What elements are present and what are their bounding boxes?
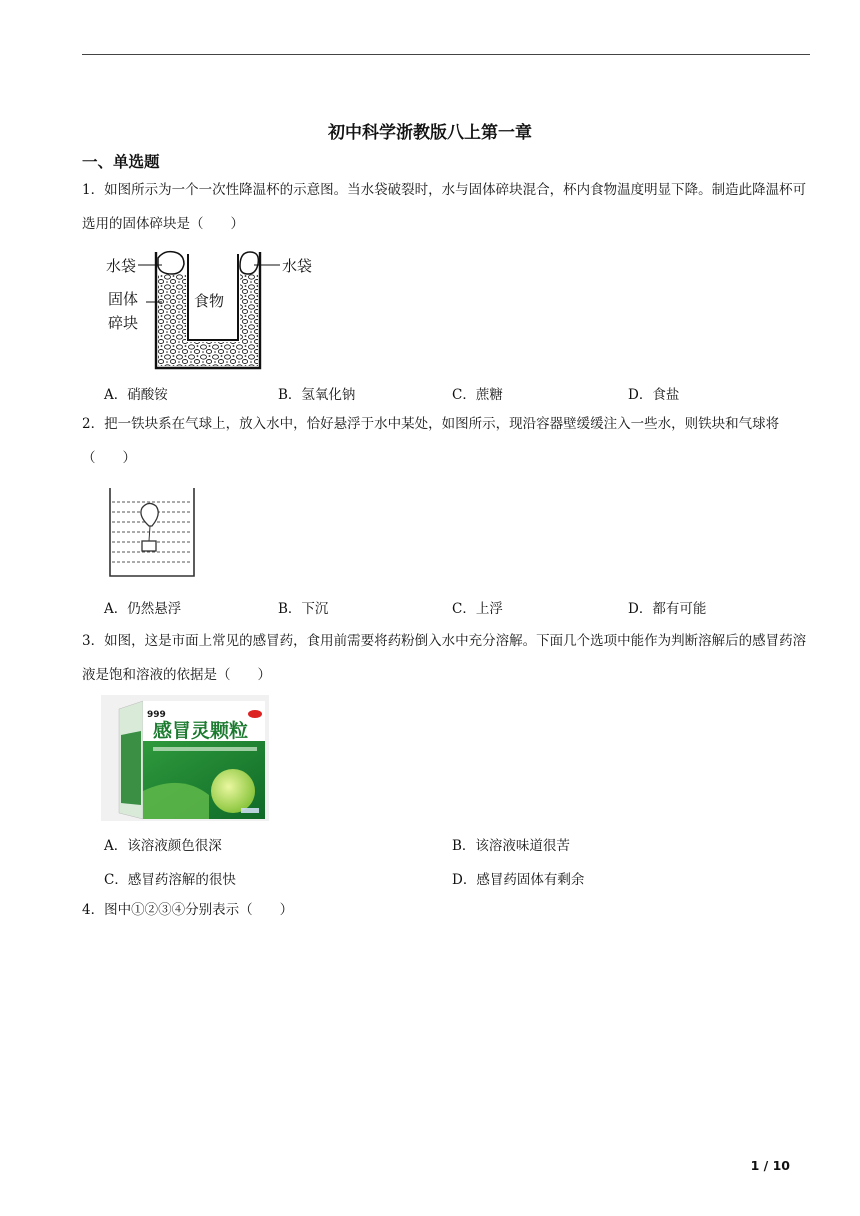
cold-medicine-box-image [101,695,269,821]
q1-option-d: D．食盐 [628,387,680,403]
q1-option-c: C．蔗糖 [452,387,503,403]
document-title: 初中科学浙教版八上第一章 [328,123,532,143]
label-food: 食物 [194,292,225,310]
label-solid: 固体 [108,290,139,308]
q2-option-b: B．下沉 [278,601,329,617]
question-2-text: 2．把一铁块系在气球上，放入水中，恰好悬浮于水中某处，如图所示，现沿容器壁缓缓注入一些水，则铁块和气球将 （ ） [82,416,780,466]
header-rule [82,54,810,55]
box-brand: 999 [147,710,166,720]
q3-option-a: A．该溶液颜色很深 [104,838,222,854]
label-water-bag-right: 水袋 [282,257,313,275]
cooling-cup-figure [104,244,324,372]
q2-option-d: D．都有可能 [628,601,707,617]
q1-option-a: A．硝酸铵 [104,387,168,403]
label-water-bag-left: 水袋 [106,257,137,275]
page-indicator: 1 / 10 [750,1158,790,1173]
q1-option-b: B．氢氧化钠 [278,387,356,403]
q3-option-c: C．感冒药溶解的很快 [104,872,236,888]
question-4-text: 4．图中①②③④分别表示（ ） [82,902,294,918]
question-3-text: 3．如图，这是市面上常见的感冒药，食用前需要将药粉倒入水中充分溶解。下面几个选项中能作为判断溶解后的感冒药溶液是饱和溶液的依据是（ ） [82,633,807,683]
section-heading: 一、单选题 [82,153,160,171]
q2-option-a: A．仍然悬浮 [104,601,182,617]
q2-option-c: C．上浮 [452,601,503,617]
q3-option-b: B．该溶液味道很苦 [452,838,570,854]
box-product-name: 感冒灵颗粒 [153,720,249,742]
label-pieces: 碎块 [108,314,139,332]
q3-option-d: D．感冒药固体有剩余 [452,872,585,888]
question-1-text: 1．如图所示为一个一次性降温杯的示意图。当水袋破裂时，水与固体碎块混合，杯内食物温度明显下降。制造此降温杯可选用的固体碎块是（ ） [82,182,807,232]
balloon-container-figure [104,486,198,578]
